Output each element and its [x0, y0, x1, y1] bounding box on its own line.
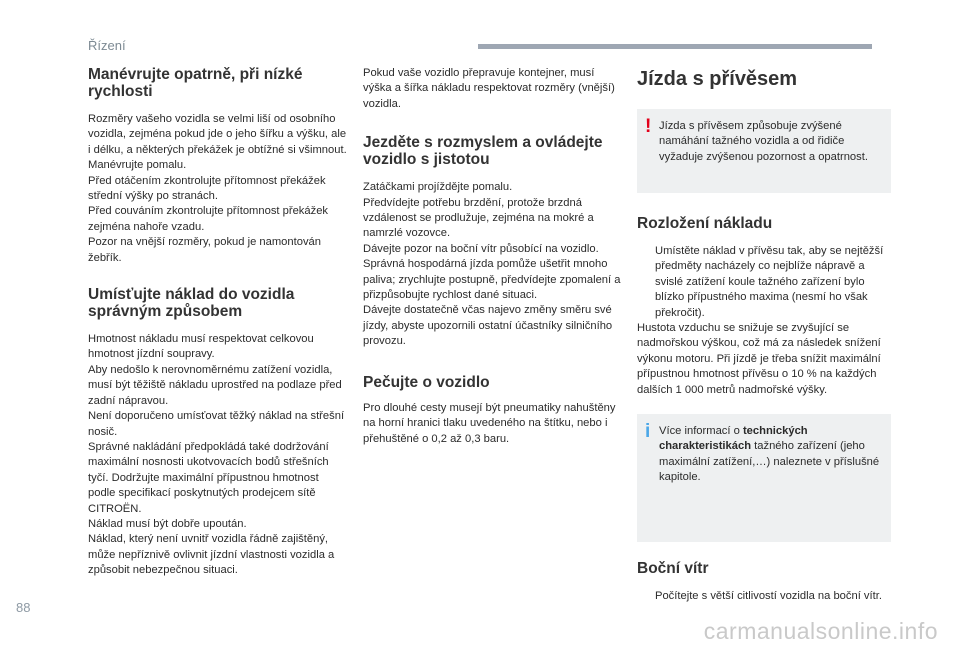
heading-load: Umísťujte náklad do vozidla správným způsobem [88, 286, 295, 321]
checkbox-bullet-icon [637, 244, 655, 321]
paragraph-altitude: Hustota vzduchu se snižuje se zvyšující se nadmořskou výškou, což má za následek snížení výkonu motoru. Při jízdě je třeba snížit maximální přípustnou hmotnost přívěsu o 10 % na každých dalších 1 000 metrů nadmořské výšky. [637, 322, 881, 396]
column-right [637, 64, 891, 604]
column-left [88, 64, 348, 579]
paragraph-container: Pokud vaše vozidlo přepravuje kontejner, musí výška a šířka nákladu respektovat rozměry (vnější) vozidla. [363, 67, 615, 110]
column-middle [363, 66, 626, 447]
checkbox-bullet-icon [637, 589, 655, 604]
page-number: 88 [16, 600, 31, 615]
warning-box [637, 109, 891, 193]
bullet-text: Umístěte náklad v přívěsu tak, aby se nejtěžší předměty nacházely co nejblíže nápravě a svislé zatížení koule tažného zařízení bylo blízko přípustného maxima (nesmí ho však překročit). [655, 245, 884, 319]
paragraph-maneuver: Rozměry vašeho vozidla se velmi liší od osobního vozidla, zejména pokud jde o jeho šířku a výšku, ale i délku, a některých překážek je obtížné si všimnout. Manévrujte pomalu. Před otáčením zkontrolujte přítomnost překážek střední výšky po stranách. Před couváním zkontrolujte přítomnost překážek zejména nahoře vzadu. Pozor na vnější rozměry, pokud je namontován žebřík. [88, 113, 347, 264]
info-box [637, 414, 891, 542]
paragraph-load: Hmotnost nákladu musí respektovat celkovou hmotnost jízdní soupravy. Aby nedošlo k nerovnoměrnému zatížení vozidla, musí být těžiště nákladu uprostřed na podlaze před zadní nápravou. Není doporučeno umísťovat těžký náklad na střešní nosič. Správné nakládání předpokládá také dodržování maximální nosnosti ukotvovacích bodů střešních tyčí. Dodržujte maximální přípustnou hmotnost podle specifikací poskytnutých prodejcem sítě CITROËN. Náklad musí být dobře upoután. Náklad, který není uvnitř vozidla řádně zajištěný, může nepříznivě ovlivnit jízdní vlastnosti vozidla a způsobit nebezpečnou situaci. [88, 333, 345, 577]
paragraph-drive: Zatáčkami projíždějte pomalu. Předvídejte potřebu brzdění, protože brzdná vzdálenost se prodlužuje, zejména na mokré a namrzlé vozovce. Dávejte pozor na boční vítr působící na vozidlo. Správná hospodárná jízda pomůže ušetřit mnoho paliva; zrychlujte postupně, předvídejte zpomalení a přizpůsobujte rychlost dané situaci. Dávejte dostatečně včas najevo změny směru své jízdy, abyste upozornili ostatní účastníky silničního provozu. [363, 181, 621, 348]
info-icon: i [645, 421, 651, 443]
bullet-text: Počítejte s větší citlivostí vozidla na boční vítr. [655, 590, 882, 603]
section-bar [478, 44, 872, 49]
watermark: carmanualsonline.info [703, 618, 938, 644]
info-text-bold: technických charakteristikách [659, 425, 808, 453]
info-text-post: tažného zařízení (jeho maximální zatížení,…) naleznete v příslušné kapitole. [659, 440, 880, 484]
paragraph-care: Pro dlouhé cesty musejí být pneumatiky nahuštěny na horní hranici tlaku uvedeného na štítku, nebo i přehuštěné o 0,2 až 0,3 baru. [363, 401, 616, 445]
warning-text: Jízda s přívěsem způsobuje zvýšené namáhání tažného vozidla a od řidiče vyžaduje zvýšenou pozornost a opatrnost. [659, 120, 868, 163]
list-item [637, 244, 891, 321]
info-text-pre: Více informací o [659, 425, 743, 438]
section-label: Řízení [88, 38, 126, 53]
warning-icon: ! [645, 116, 652, 137]
page-title: Jízda s přívěsem [637, 68, 798, 90]
list-item [637, 589, 891, 604]
heading-care: Pečujte o vozidlo [363, 373, 490, 391]
heading-drive: Jezděte s rozmyslem a ovládejte vozidlo s jistotou [363, 134, 603, 169]
heading-crosswind: Boční vítr [637, 560, 709, 578]
heading-maneuver: Manévrujte opatrně, při nízké rychlosti [88, 66, 303, 100]
heading-distribution: Rozložení nákladu [637, 215, 773, 232]
